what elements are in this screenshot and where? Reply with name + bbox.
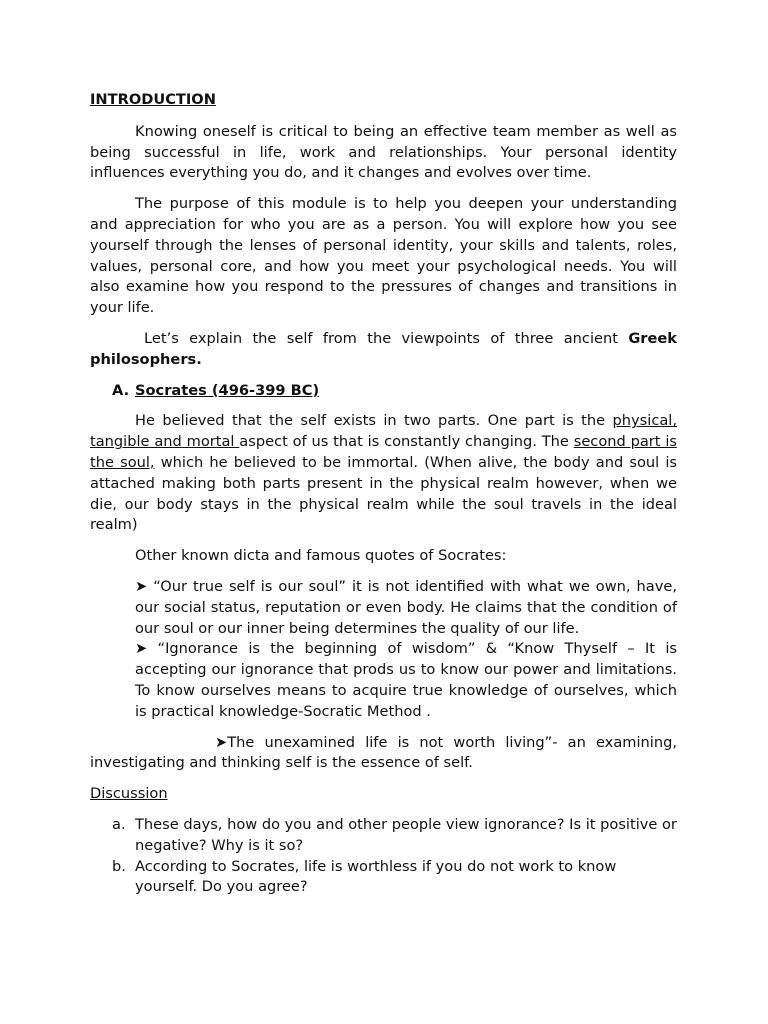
socrates-underline-1: physical, tangible and mortal (90, 412, 677, 451)
intro-paragraph-3-text: Let’s explain the self from the viewpoints of three ancient (144, 329, 629, 347)
intro-paragraph-1: Knowing oneself is critical to being an effective team member as well as being successful in life, work and relationships. Your personal identity influences everything you do, and it changes and evolves over time. (90, 122, 677, 182)
socrates-text-1: He believed that the self exists in two parts. One part is the (135, 412, 613, 430)
section-a-letter: A. (112, 381, 130, 399)
greek-philosophers-bold: Greek philosophers. (90, 329, 677, 368)
quote-item: ➤ “Our true self is our soul” it is not identified with what we own, have, our social status, reputation or even body. He claims that the condition of our soul or our inner being determines the quality of our life. (135, 577, 677, 637)
discussion-label: Discussion (90, 785, 168, 803)
socrates-underline-2: second part is the soul, (90, 433, 677, 471)
dicta-intro: Other known dicta and famous quotes of Socrates: (135, 547, 507, 565)
section-heading-introduction: INTRODUCTION (90, 91, 216, 108)
document-page (90, 90, 677, 898)
discussion-marker: a. (112, 815, 126, 833)
discussion-list (90, 815, 677, 898)
discussion-text: These days, how do you and other people view ignorance? Is it positive or negative? Why is it so? (135, 815, 677, 854)
discussion-item (90, 857, 677, 899)
socrates-text-2: aspect of us that is constantly changing. The (239, 433, 574, 451)
discussion-item (90, 815, 677, 857)
socrates-text-3: which he believed to be immortal. (When alive, the body and soul is attached making both parts present in the physical realm however, when we die, our body stays in the physical realm while the soul travels in the ideal realm) (90, 453, 677, 534)
socrates-paragraph (90, 411, 677, 536)
quote-list (135, 577, 677, 723)
intro-paragraph-2: The purpose of this module is to help you deepen your understanding and appreciation for who you are as a person. You will explore how you see yourself through the lenses of personal identity, your skills and talents, roles, values, personal core, and how you meet your psychological needs. You will also examine how you respond to the pressures of changes and transitions in your life. (90, 195, 677, 317)
intro-paragraph-3 (90, 329, 677, 371)
discussion-text: According to Socrates, life is worthless if you do not work to know yourself. Do you agree? (135, 857, 617, 896)
discussion-marker: b. (112, 857, 126, 875)
unexamined-life-quote: ➤The unexamined life is not worth living”- an examining, investigating and thinking self is the essence of self. (90, 733, 677, 772)
section-a-heading (112, 381, 677, 402)
section-a-title: Socrates (496-399 BC) (135, 381, 320, 399)
quote-item: ➤ “Ignorance is the beginning of wisdom” & “Know Thyself – It is accepting our ignorance that prods us to know our power and limitations. To know ourselves means to acquire true knowledge of ourselves, which is practical knowledge-Socratic Method . (135, 640, 677, 720)
